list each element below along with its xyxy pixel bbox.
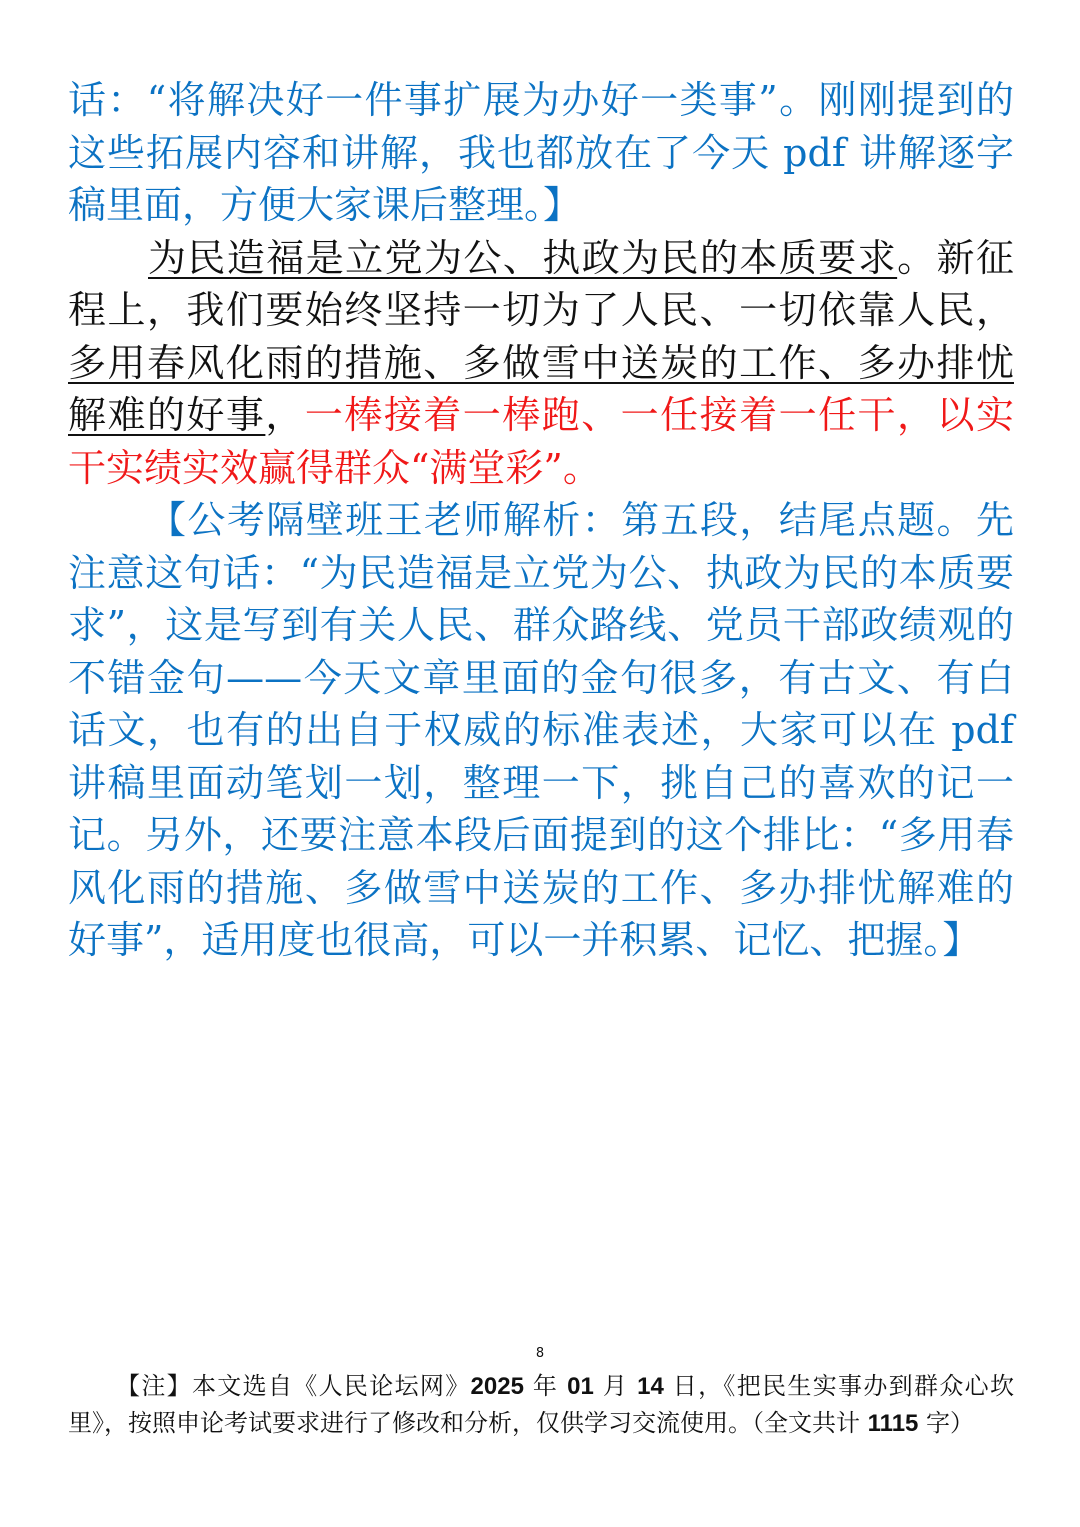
commentary-paragraph-continued — [68, 74, 1014, 232]
source-footnote: 【注】本文选自《人民论坛网》2025 年 01 月 14 日，《把民生实事办到群众心坎里》，按照申论考试要求进行了修改和分析，仅供学习交流使用。（全文共计 1115 字） — [68, 1372, 1014, 1437]
footnote-word-count: 1115 — [867, 1410, 919, 1437]
document-body — [68, 74, 1014, 967]
underlined-parallel-phrase: 多用春风化雨的措施、多做雪中送炭的工作、多办排忧解难的好事 — [68, 340, 1014, 437]
page-number: 8 — [535, 1346, 545, 1361]
article-paragraph — [68, 232, 1014, 495]
footnote-day: 14 — [637, 1373, 664, 1400]
footnote-year: 2025 — [470, 1373, 524, 1400]
article-punctuation: ， — [265, 393, 305, 437]
commentary-paragraph — [68, 494, 1014, 967]
red-emphasis-text: 一棒接着一棒跑、一任接着一任干，以实干实绩实效赢得群众“满堂彩”。 — [68, 393, 1014, 490]
commentary-text: 【公考隔壁班王老师解析：第五段，结尾点题。先注意这句话：“为民造福是立党为公、执政为民的本质要求”，这是写到有关人民、群众路线、党员干部政绩观的不错金句——今天文章里面的金句很多，有古文、有白话文，也有的出自于权威的标准表述，大家可以在 pdf 讲稿里面动笔划一划，整理一下，挑自己的喜欢的记一记。另外，还要注意本段后面提到的这个排比：“多用春风化雨的措施、多做雪中送炭的工作、多办排忧解难的好事”，适用度也很高，可以一并积累、记忆、把握。】 — [68, 498, 1014, 962]
underlined-key-sentence: 为民造福是立党为公、执政为民的本质要求 — [148, 235, 898, 280]
commentary-text: 话：“将解决好一件事扩展为办好一类事”。刚刚提到的这些拓展内容和讲解，我也都放在了今天 pdf 讲解逐字稿里面，方便大家课后整理。】 — [68, 78, 1014, 227]
article-text: 。新征程上，我们要始终坚持一切为了人民、一切依靠人民， — [68, 235, 1014, 332]
footnote-month: 01 — [567, 1373, 594, 1400]
